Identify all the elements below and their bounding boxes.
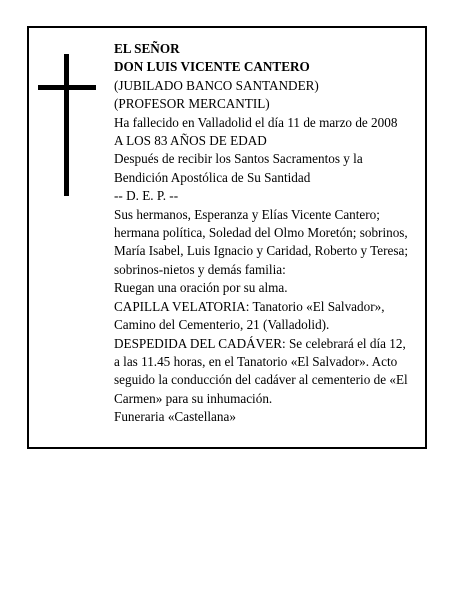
sacraments-line-1: Después de recibir los Santos Sacramentos y la [114,151,363,167]
sacraments-line-2: Bendición Apostólica de Su Santidad [114,169,311,185]
funeral-home-line: Funeraria «Castellana» [114,409,236,425]
farewell-line-4: Carmen» para su inhumación. [114,390,273,406]
deceased-name: DON LUIS VICENTE CANTERO [114,59,310,75]
cross-icon [64,54,69,196]
family-line-1: Sus hermanos, Esperanza y Elías Vicente Cantero; [114,206,380,222]
farewell-line-1: DESPEDIDA DEL CADÁVER: Se celebrará el día 12, [114,335,406,351]
deceased-occupation-2: (PROFESOR MERCANTIL) [114,96,270,112]
deceased-occupation-1: (JUBILADO BANCO SANTANDER) [114,77,319,93]
notice-heading-title: EL SEÑOR [114,41,180,56]
wake-chapel-line-1: CAPILLA VELATORIA: Tanatorio «El Salvador», [114,298,385,314]
farewell-line-2: a las 11.45 horas, en el Tanatorio «El Salvador». Acto [114,353,398,369]
prayer-request-line: Ruegan una oración por su alma. [114,280,288,296]
family-line-4: sobrinos-nietos y demás familia: [114,261,286,277]
obituary-text [114,40,424,427]
wake-chapel-line-2: Camino del Cementerio, 21 (Valladolid). [114,317,330,333]
family-line-3: María Isabel, Luis Ignacio y Caridad, Roberto y Teresa; [114,243,408,259]
rip-line: -- D. E. P. -- [114,188,179,204]
death-date-line: Ha fallecido en Valladolid el día 11 de marzo de 2008 [114,114,398,130]
age-line: A LOS 83 AÑOS DE EDAD [114,133,267,149]
farewell-line-3: seguido la conducción del cadáver al cementerio de «El [114,372,408,388]
cross-icon-bar [38,85,96,90]
family-line-2: hermana política, Soledad del Olmo Moretón; sobrinos, [114,225,408,241]
